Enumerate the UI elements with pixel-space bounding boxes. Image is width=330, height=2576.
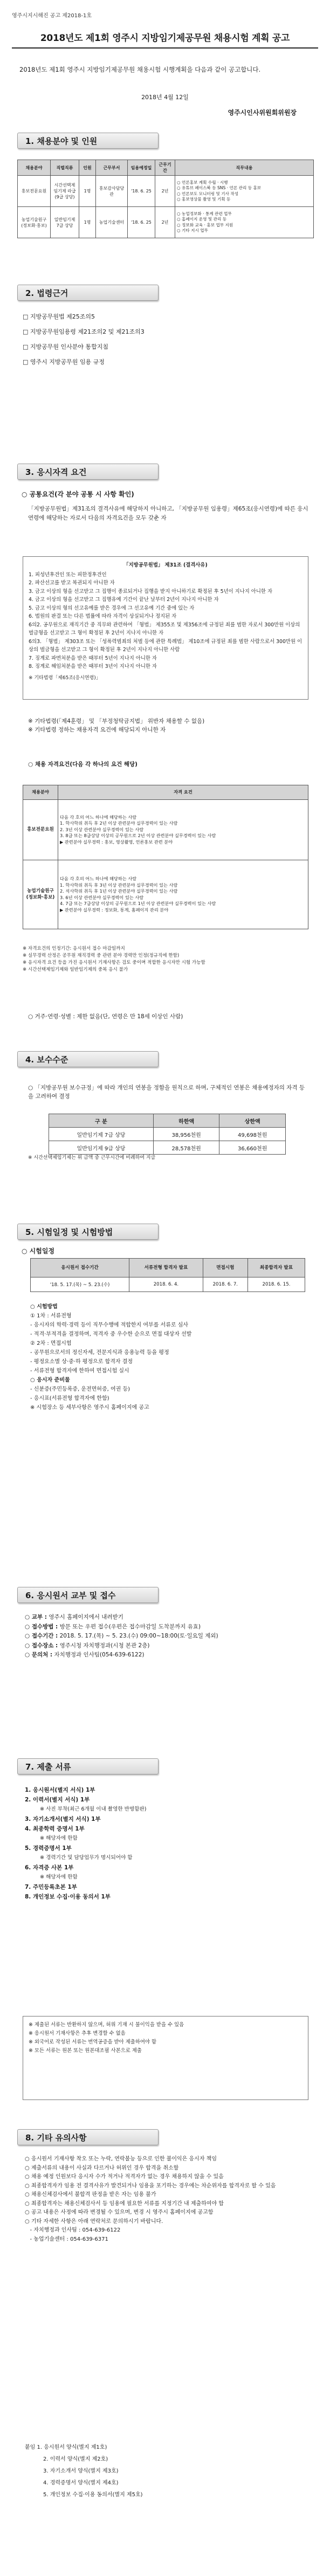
list-item: 6. 법원의 판결 또는 다른 법률에 따라 자격이 상실되거나 정지된 자: [29, 613, 177, 619]
list-item: 4. 금고 이상의 형을 선고받고 그 집행유예 기간이 끝난 날부터 2년이 지나지 아니한 자: [29, 597, 219, 603]
list-item: 3. 자기소개서(별지 서식) 1부: [25, 1816, 101, 1822]
table-header: 직무내용: [175, 160, 314, 176]
list-item: ② 2차 : 면접시험: [30, 1341, 72, 1346]
list-item: ○ 기타 자세한 사항은 아래 연락처로 문의하시기 바랍니다.: [25, 2218, 163, 2225]
box-note: ※ 기타법령「제65조(응시연령)」: [29, 675, 101, 681]
table-row: [49, 1141, 286, 1155]
cell-count: 1명: [79, 207, 96, 238]
list-item: 5. 경력증명서 1부: [25, 1845, 72, 1852]
positions-table: [17, 160, 314, 238]
list-item: ○ 접수방법 : 방문 또는 우편 접수(우편은 접수마감일 도착분까지 유효): [25, 1623, 201, 1630]
list-item: ※ 제출된 서류는 반환하지 않으며, 허위 기재 시 불이익을 받을 수 있음: [29, 2022, 184, 2028]
list-item: ○ 최종합격자가 임용 전 결격사유가 발견되거나 임용을 포기하는 경우에는 차순위자를 합격자로 할 수 있음: [25, 2183, 276, 2189]
cell-grade: 시간선택제 임기제 라급 (9급 상당): [51, 176, 79, 207]
cell-requirement: 다음 각 호의 어느 하나에 해당하는 사람 1. 학사학위 취득 후 3년 이상 관련분야 실무경력이 있는 사람 2. 석사학위 취득 후 1년 이상 관련분야 실무경력이 있는 사람 3. 6년 이상 관련분야 실무경력이 있는 사람 4. 7급 또는 7급상당 이상의 공무원으로 1년 이상 관련분야 실무경력이 있는 사람 ▶ 관련분야 실무경력 : 정보화, 통계, 홈페이지 관리 분야: [58, 860, 308, 929]
list-item: - 공무원으로서의 정신자세, 전문지식과 응용능력 등을 평정: [30, 1350, 169, 1356]
list-subitem: ※ 해당자에 한함: [40, 1874, 78, 1880]
cell-grade: 일반임기제 9급 상당: [49, 1141, 154, 1155]
issuer: 영주시인사위원회위원장: [228, 109, 297, 116]
disqualification-box: [23, 556, 308, 700]
list-item: ○ 문의처 : 자치행정과 인사팀(054-639-6122): [25, 1652, 145, 1658]
cell-low: 28,578천원: [153, 1141, 219, 1155]
required-documents: [25, 1785, 311, 1902]
list-item: - 농업기술센터 : 054-639-6371: [25, 2236, 108, 2242]
list-item: ○ 채용신체검사에서 불합격 판정을 받은 자는 임용 불가: [25, 2192, 156, 2198]
table-header: 임용예정일: [128, 160, 155, 176]
pay-note: ※ 시간선택제임기제는 위 금액 중 근무시간에 비례하여 지급: [28, 1155, 156, 1161]
cell-field: 홍보전문요원: [18, 176, 51, 207]
attachment-item: 5. 개인정보 수집·이용 동의서(별지 제5호): [43, 2492, 143, 2498]
attachments-list: [25, 2442, 311, 2501]
table-row: [18, 176, 314, 207]
schedule-heading: ○ 시험일정: [22, 1247, 55, 1255]
list-item: - 자치행정과 인사팀 : 054-639-6122: [25, 2227, 121, 2233]
table-header: 직렬직류: [51, 160, 79, 176]
announcement-date: 2018년 4월 12일: [141, 94, 189, 101]
cell-field: 농업기술원구 (정보화·홍보): [23, 860, 58, 929]
list-item: - 평정요소별 상·중·하 평정으로 합격자 결정: [30, 1359, 133, 1365]
list-item: ○ 접수장소 : 영주시청 자치행정과(시청 본관 2층): [25, 1642, 150, 1649]
table-header: 서류전형 합격자 발표: [129, 1259, 203, 1277]
common-requirement-text: 「지방공무원법」제31조의 결격사유에 해당하지 아니하고, 「지방공무원 임용령」제65조(응시연령)에 따른 응시연령에 해당하는 자로서 다음의 자격요건을 모두 갖춘 자: [28, 506, 308, 521]
table-header-row: [23, 785, 308, 800]
table-header: 최종합격자 발표: [248, 1259, 305, 1277]
cell-low: 38,956천원: [153, 1128, 219, 1141]
list-subitem: ※ 경력기간 및 담당업무가 명시되어야 함: [40, 1855, 133, 1861]
table-header-row: [49, 1114, 286, 1128]
qualification-table: [23, 785, 308, 929]
qualification-notes: ※ 자격요건의 인정기간: 응시원서 접수 마감일까지 ※ 실무경력 산정은 공무원 재직경력 중 관련 분야 경력만 인정(정규직에 한함) ※ 응시자격 요건 등을 가진 응시원서 기재사항은 검토 중이며 적합한 응시자만 시험 가능함 ※ 시간선택제임기제와 일반임기제의 중복 응시 불가: [23, 946, 205, 972]
list-item: ○ 시험방법: [30, 1304, 58, 1310]
table-header-row: [31, 1259, 305, 1277]
section-4-title: 4. 보수수준: [17, 1051, 159, 1067]
table-header: 면접시험: [203, 1259, 248, 1277]
list-item: ○ 응시자 준비물: [30, 1377, 70, 1383]
list-item: - 서류전형 합격자에 한하여 면접시험 실시: [30, 1368, 129, 1374]
page-title: 2018년도 제1회 영주시 지방임기제공무원 채용시험 계획 공고: [40, 33, 290, 44]
list-item: ○ 응시원서 기재사항 착오 또는 누락, 연락불능 등으로 인한 불이익은 응시자 책임: [25, 2156, 217, 2162]
table-row: [49, 1128, 286, 1141]
intro-text: 2018년도 제1회 영주시 지방임기제공무원 채용시험 시행계획을 다음과 같이 공고합니다.: [19, 66, 261, 73]
table-row: [23, 800, 308, 860]
cell-high: 36,660천원: [219, 1141, 286, 1155]
list-item: ※ 모든 서류는 원본 또는 원본대조필 사본으로 제출: [29, 2048, 142, 2054]
cell-doc: 2018. 6. 4.: [129, 1277, 203, 1292]
list-subitem: ※ 사진 부착(최근 6개월 이내 촬영한 반명함판): [40, 1806, 147, 1812]
list-item: ※ 시험장소 등 세부사항은 영주시 홈페이지에 공고: [30, 1405, 149, 1411]
list-item: ○ 최종합격자는 채용신체검사서 등 임용에 필요한 서류를 지정기간 내 제출하여야 함: [25, 2200, 224, 2207]
list-item: - 적격·부적격을 결정하며, 적격자 중 우수한 순으로 면접 대상자 선발: [30, 1331, 192, 1337]
list-item: ○ 채용 예정 인원보다 응시자 수가 적거나 적격자가 없는 경우 채용하지 않을 수 있음: [25, 2174, 224, 2180]
cell-field: 홍보전문요원: [23, 800, 58, 860]
list-item: 2. 이력서(별지 서식) 1부: [25, 1797, 90, 1803]
section-7-title: 7. 제출 서류: [17, 1758, 159, 1774]
table-row: [31, 1277, 305, 1292]
cell-period: 2년: [155, 207, 175, 238]
attachment-item: 3. 자기소개서 양식(별지 제3호): [43, 2468, 119, 2474]
cell-field: 농업기술원구(정보화·홍보): [18, 207, 51, 238]
age-requirement: ○ 거주·연령·성별 : 제한 없음(단, 연령은 만 18세 이상인 사람): [28, 1013, 183, 1020]
cell-grade: 일반임기제 7급 상당: [49, 1128, 154, 1141]
section-5-title: 5. 시험일정 및 시험방법: [17, 1224, 159, 1240]
table-row: [23, 860, 308, 929]
cell-receipt: '18. 5. 17.(목) ~ 5. 23.(수): [31, 1277, 129, 1292]
table-header: 자격 요건: [58, 785, 308, 800]
table-header-row: [18, 160, 314, 176]
list-item: 7. 징계로 파면처분을 받은 때부터 5년이 지나지 아니한 자: [29, 655, 157, 661]
attachment-item: 붙임 1. 응시원서 양식(별지 제1호): [25, 2444, 107, 2450]
list-item: - 응시자의 학력·경력 등이 직무수행에 적합한지 여부를 서류로 심사: [30, 1322, 189, 1328]
cell-dept: 농업기술센터: [96, 207, 128, 238]
cell-dept: 홍보감사담당관: [96, 176, 128, 207]
title-divider: [12, 47, 318, 49]
attachment-item: 2. 이력서 양식(별지 제2호): [43, 2456, 108, 2462]
table-header: 인원: [79, 160, 96, 176]
table-header: 상한액: [219, 1114, 286, 1128]
list-item: 6. 자격증 사본 1부: [25, 1864, 74, 1871]
list-item: ① 1차 : 서류전형: [30, 1313, 72, 1319]
cell-requirement: 다음 각 호의 어느 하나에 해당하는 사람 1. 학사학위 취득 후 2년 이상 관련분야 실무경력이 있는 사람 2. 3년 이상 관련분야 실무경력이 있는 사람 3. 8급 또는 8급상당 이상의 공무원으로 2년 이상 관련분야 실무경력이 있는 사람 ▶ 관련분야 실무경력 : 홍보, 영상촬영, 언론홍보 관련 분야: [58, 800, 308, 860]
list-item: 5. 금고 이상의 형의 선고유예를 받은 경우에 그 선고유예 기간 중에 있는 자: [29, 605, 195, 611]
list-item: 3. 금고 이상의 형을 선고받고 그 집행이 종료되거나 집행을 받지 아니하기로 확정된 후 5년이 지나지 아니한 자: [29, 588, 273, 595]
cell-high: 49,698천원: [219, 1128, 286, 1141]
list-item: 1. 피성년후견인 또는 피한정후견인: [29, 571, 107, 578]
list-item: 6의3. 「형법」 제303조 또는 「성폭력범죄의 처벌 등에 관한 특례법」 제10조에 규정된 죄를 범한 사람으로서 300만원 이상의 벌금형을 선고받고 그 형이 확정된 후 2년이 지나지 아니한 사람: [29, 638, 302, 653]
other-notes: [25, 2155, 311, 2244]
table-header: 근무부서: [96, 160, 128, 176]
list-item: ※ 응시원서 기재사항은 추후 변경할 수 없음: [29, 2031, 126, 2036]
list-item: 8. 개인정보 수집·이용 동의서 1부: [25, 1894, 111, 1900]
list-item: 2. 파산선고를 받고 복권되지 아니한 자: [29, 580, 115, 586]
pay-table: [49, 1114, 286, 1155]
list-item: □ 지방공무원법 제25조의5: [23, 309, 308, 324]
list-item: ○ 접수기간 : 2018. 5. 17.(목) ~ 5. 23.(수) 09:00~18:00(토·일요일 제외): [25, 1633, 218, 1639]
table-header: 구 분: [49, 1114, 154, 1128]
section-2-title: 2. 법령근거: [17, 285, 159, 301]
qualification-detail-heading: ○ 채용 자격요건(다음 각 하나의 요건 해당): [28, 761, 138, 768]
list-item: □ 영주시 지방공무원 임용 규정: [23, 355, 308, 370]
table-header: 응시원서 접수기간: [31, 1259, 129, 1277]
table-header: 하한액: [153, 1114, 219, 1128]
list-item: 8. 징계로 해임처분을 받은 때부터 3년이 지나지 아니한 자: [29, 664, 157, 669]
list-item: - 신분증(주민등록증, 운전면허증, 여권 등): [30, 1386, 130, 1392]
box-title: 「지방공무원법」 제31조 (결격사유): [123, 562, 208, 568]
cell-period: 2년: [155, 176, 175, 207]
list-item: 4. 최종학력 증명서 1부: [25, 1826, 85, 1832]
section-8-title: 8. 기타 유의사항: [17, 2129, 159, 2145]
documents-notice-box: [23, 2016, 308, 2100]
application-info: [25, 1613, 311, 1660]
document-reference: 영주시지시해진 공고 제2018-1호: [12, 13, 92, 19]
cell-grade: 일반임기제 7급 상당: [51, 207, 79, 238]
attachment-item: 4. 경력증명서 양식(별지 제4호): [43, 2480, 119, 2486]
table-row: [18, 207, 314, 238]
schedule-table: [30, 1258, 305, 1292]
cell-final: 2018. 6. 15.: [248, 1277, 305, 1292]
cell-date: '18. 6. 25: [128, 207, 155, 238]
list-subitem: ※ 해당자에 한함: [40, 1835, 78, 1841]
list-item: □ 지방공무원임용령 제21조의2 및 제21조의3: [23, 324, 308, 340]
section-1-title: 1. 채용분야 및 인원: [17, 133, 159, 149]
list-item: ○ 공고 내용은 사정에 따라 변경될 수 있으며, 변경 시 영주시 홈페이지에 공고함: [25, 2209, 214, 2215]
additional-notes: ※ 기타법령(「제4훈령」 및 「부정청탁금지법」 위반자 채용할 수 없음) ※ 기타법령 정하는 채용자격 요건에 해당되지 아니한 자: [28, 718, 205, 733]
list-item: 1. 응시원서(별지 서식) 1부: [25, 1787, 95, 1793]
list-item: 7. 주민등록초본 1부: [25, 1884, 77, 1890]
list-item: ※ 외국어로 작성된 서류는 번역공증을 받아 제출하여야 함: [29, 2039, 157, 2045]
law-list: [23, 309, 308, 370]
cell-interview: 2018. 6. 7.: [203, 1277, 248, 1292]
table-header: 채용분야: [18, 160, 51, 176]
common-requirement-heading: ○ 공통요건(각 분야 공통 시 사항 확인): [22, 491, 134, 498]
section-3-title: 3. 응시자격 요건: [17, 464, 159, 480]
list-item: ○ 제출서류의 내용이 사실과 다르거나 허위인 경우 합격을 취소함: [25, 2165, 179, 2171]
table-header: 근무기간: [155, 160, 175, 176]
list-item: ○ 교부 : 영주시 홈페이지에서 내려받기: [25, 1614, 123, 1620]
cell-duty: ○ 언론홍보 계획 수립 · 시행 ○ 유튜브 페이스북 등 SNS · 언론 관리 등 홍보 ○ 언론보도 모니터링 및 기사 작성 ○ 홍보영상물 촬영 및 기획 등: [175, 176, 314, 207]
list-item: - 응시표(서류전형 합격자에 한함): [30, 1396, 109, 1401]
list-item: □ 지방공무원 인사분야 통합지침: [23, 340, 308, 355]
cell-date: '18. 6. 25: [128, 176, 155, 207]
exam-method: [30, 1302, 311, 1412]
cell-duty: ○ 농업정보화 · 통계 관련 업무 ○ 홈페이지 운영 및 관리 등 ○ 정보화 교육 · 홍보 업무 지원 ○ 기타 지시 업무: [175, 207, 314, 238]
table-header: 채용분야: [23, 785, 58, 800]
list-item: 6의2. 공무원으로 재직기간 중 직무와 관련하여 「형법」 제355조 및 제356조에 규정된 죄를 범한 자로서 300만원 이상의 벌금형을 선고받고 그 형이 확정된 후 2년이 지나지 아니한 자: [29, 621, 300, 636]
pay-intro: ○ 「지방공무원 보수규정」에 따라 개인의 연봉을 정함을 원칙으로 하며, 구체적인 연봉은 채용예정자의 자격 등을 고려하여 결정: [28, 1085, 305, 1100]
cell-count: 1명: [79, 176, 96, 207]
section-6-title: 6. 응시원서 교부 및 접수: [17, 1587, 159, 1603]
